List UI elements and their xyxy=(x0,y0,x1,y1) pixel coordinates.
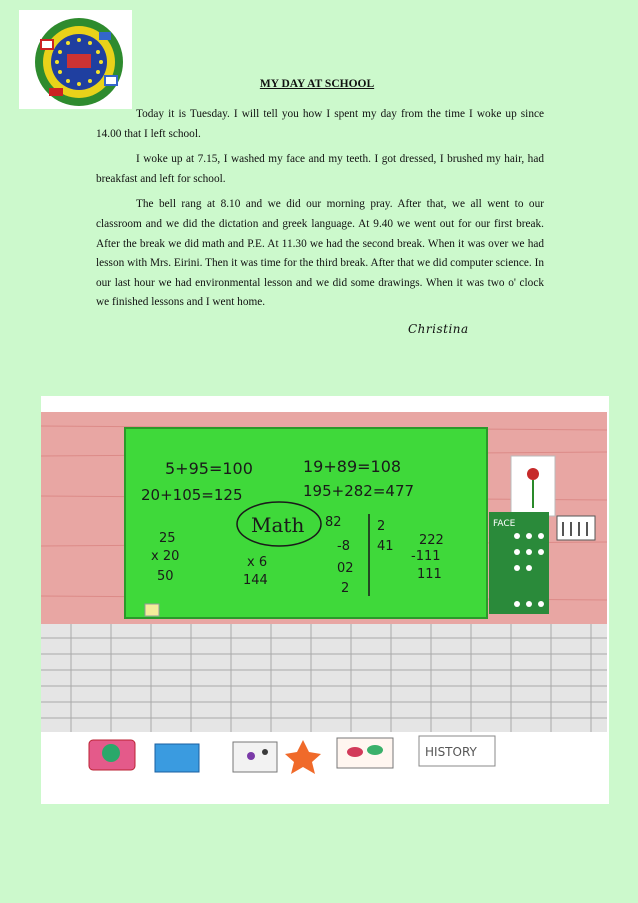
signature: Christina xyxy=(408,322,469,336)
logo-emblem-icon xyxy=(19,10,132,109)
svg-text:2: 2 xyxy=(377,519,386,534)
svg-text:222: 222 xyxy=(419,533,444,548)
svg-text:25: 25 xyxy=(159,531,176,546)
equation: 19+89=108 xyxy=(303,457,402,476)
equation: 195+282=477 xyxy=(303,482,415,500)
classroom-drawing xyxy=(41,396,609,804)
paragraph: The bell rang at 8.10 and we did our morning pray. After that, we all went to our classroom and we did the dictation and greek language. At 9.40 we went out for our first break. After the break we did math and P.E. At 11.30 we had the second break. When it was over we had lesson with Mrs. Eirini. Then it was time for the third break. After that we did computer science. In our last hour we had environmental lesson and we did some drawings. When it was two o' clock we finished lessons and I went home. xyxy=(96,198,544,309)
board-math-word: Math xyxy=(251,513,305,537)
svg-text:-111: -111 xyxy=(411,549,441,564)
paragraph: I woke up at 7.15, I washed my face and my teeth. I got dressed, I brushed my hair, had breakfast and left for school. xyxy=(96,153,544,185)
svg-text:2: 2 xyxy=(341,581,350,596)
history-label: HISTORY xyxy=(425,745,477,759)
svg-text:111: 111 xyxy=(417,567,442,582)
svg-text:02: 02 xyxy=(337,561,354,576)
svg-text:144: 144 xyxy=(243,573,268,588)
book-item xyxy=(233,742,277,772)
classroom-illustration xyxy=(41,396,609,804)
svg-text:x 6: x 6 xyxy=(247,555,268,570)
essay-body xyxy=(96,105,544,319)
svg-text:41: 41 xyxy=(377,539,394,554)
svg-text:82: 82 xyxy=(325,515,342,530)
page-title: MY DAY AT SCHOOL xyxy=(259,78,375,90)
svg-text:-8: -8 xyxy=(337,539,350,554)
svg-text:x 20: x 20 xyxy=(151,549,180,564)
candy-picture xyxy=(337,738,393,768)
equation: 20+105=125 xyxy=(141,486,243,504)
side-board-label: FACE xyxy=(493,519,516,529)
floor xyxy=(41,624,607,732)
book-item xyxy=(155,744,199,772)
comenius-logo xyxy=(19,10,132,109)
paragraph: Today it is Tuesday. I will tell you how I spent my day from the time I woke up since 14.00 that I left school. xyxy=(96,108,544,140)
svg-text:50: 50 xyxy=(157,569,174,584)
equation: 5+95=100 xyxy=(165,459,253,478)
